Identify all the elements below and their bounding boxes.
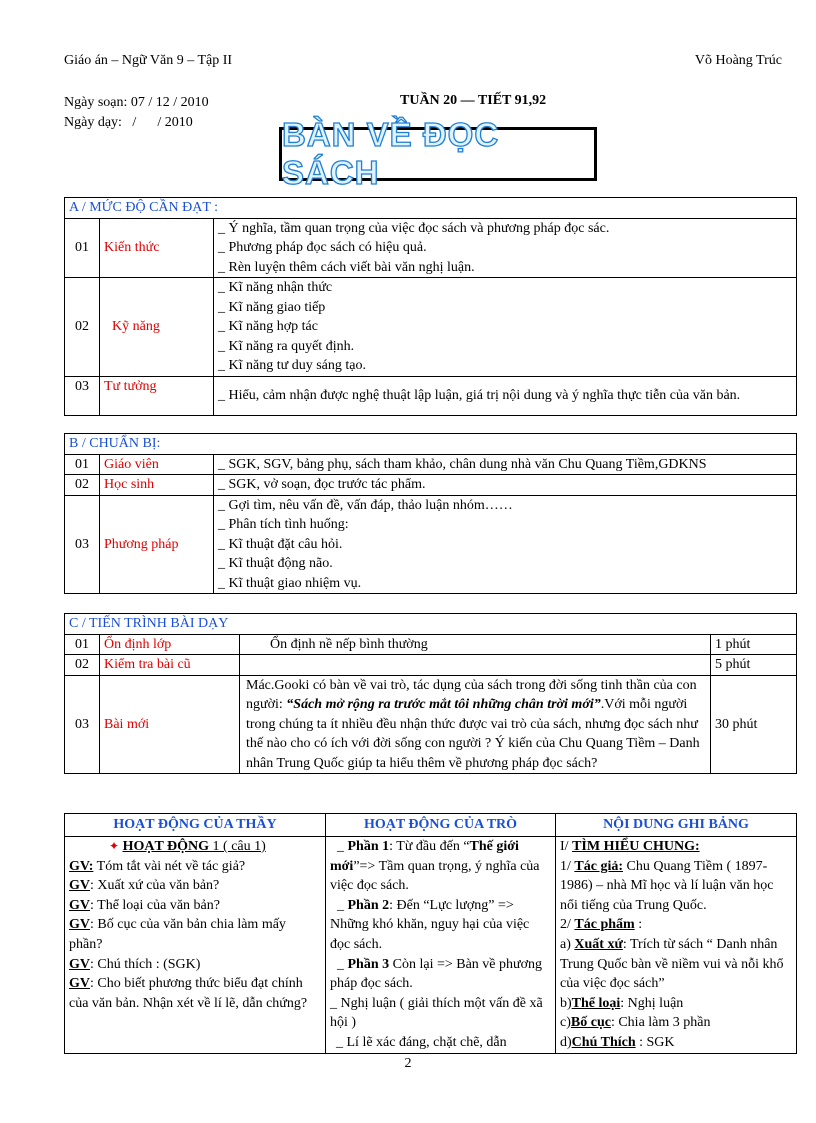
row-content: Mác.Gooki có bàn về vai trò, tác dụng của sách trong đời sống tinh thần của con người: “Sách mở rộng ra trước mắt tôi những chân trời mới”.Với mỗi người trong chúng ta ít nhiều đều nhận thức được vai trò của sách, nhưng đọc sách như thế nào cho có ích với đời sống con người ? Ý kiến của Chu Quang Tiềm – Danh nhân Trung Quốc giúp ta hiểu thêm về phương pháp đọc sách?: [240, 675, 711, 774]
dates: [64, 93, 209, 133]
row-label: Bài mới: [100, 675, 240, 774]
col-student-heading: HOẠT ĐỘNG CỦA TRÒ: [326, 814, 556, 837]
row-num: 01: [65, 454, 100, 475]
activities-table: [64, 813, 797, 1054]
page-title: BÀN VỀ ĐỌC SÁCH: [282, 116, 500, 191]
section-b-heading: B / CHUẨN BỊ:: [65, 434, 797, 455]
row-num: 01: [65, 634, 100, 655]
week-label: TUẦN 20 — TIẾT 91,92: [400, 93, 547, 108]
row-content: _ Kĩ năng nhận thức _ Kĩ năng giao tiếp _ Kĩ năng hợp tác _ Kĩ năng ra quyết định. _ Kĩ năng tư duy sáng tạo.: [214, 278, 797, 377]
header-left: Giáo án – Ngữ Văn 9 – Tập II: [64, 53, 233, 68]
row-content: _ Gợi tìm, nêu vấn đề, vấn đáp, thảo luận nhóm…… _ Phân tích tình huống: _ Kĩ thuật đặt câu hỏi. _ Kĩ thuật động não. _ Kĩ thuật giao nhiệm vụ.: [214, 495, 797, 594]
row-label: Học sinh: [100, 475, 214, 496]
teacher-activity: ✦ HOẠT ĐỘNG 1 ( câu 1) GV: Tóm tắt vài nét về tác giả? GV: Xuất xứ của văn bản? GV: Thể loại của văn bản? GV: Bố cục của văn bản chia làm mấy phần? GV: Chú thích : (SGK) GV: Cho biết phương thức biểu đạt chính của văn bản. Nhận xét về lí lẽ, dẫn chứng?: [65, 837, 326, 1054]
row-time: 1 phút: [711, 634, 797, 655]
header-author: Võ Hoàng Trúc: [694, 53, 782, 68]
row-num: 02: [65, 278, 100, 377]
row-num: 03: [65, 495, 100, 594]
row-time: 30 phút: [711, 675, 797, 774]
row-label: Kiến thức: [100, 218, 214, 278]
table-row: [65, 675, 797, 774]
row-content: _ SGK, SGV, bảng phụ, sách tham khảo, chân dung nhà văn Chu Quang Tiềm,GDKNS: [214, 454, 797, 475]
row-num: 03: [65, 675, 100, 774]
table-row: [65, 655, 797, 676]
section-a-table: [64, 197, 797, 416]
table-row: [65, 278, 797, 377]
row-label: Kỹ năng: [100, 278, 214, 377]
row-num: 03: [65, 376, 100, 415]
table-row: [65, 475, 797, 496]
section-c-heading: C / TIẾN TRÌNH BÀI DẠY: [65, 614, 797, 635]
section-a-heading: A / MỨC ĐỘ CẦN ĐẠT :: [65, 198, 797, 219]
board-content: I/ TÌM HIỂU CHUNG: 1/ Tác giả: Chu Quang Tiềm ( 1897-1986) – nhà Mĩ học và lí luận văn học nổi tiếng của Trung Quốc. 2/ Tác phẩm : a) Xuất xứ: Trích từ sách “ Danh nhân Trung Quốc bàn về niềm vui và nỗi khổ của việc đọc sách” b)Thể loại: Nghị luận c)Bố cục: Chia làm 3 phần d)Chú Thích : SGK: [556, 837, 797, 1054]
row-content: Ổn định nề nếp bình thường: [240, 634, 711, 655]
row-num: 02: [65, 655, 100, 676]
page-number: 2: [404, 1056, 412, 1071]
student-activity: _ Phần 1: Từ đầu đến “Thế giới mới”=> Tầm quan trọng, ý nghĩa của việc đọc sách. _ Phần 2: Đến “Lực lượng” => Những khó khăn, nguy hại của việc đọc sách. _ Phần 3 Còn lại => Bàn về phương pháp đọc sách. _ Nghị luận ( giải thích một vấn đề xã hội ) _ Lí lẽ xác đáng, chặt chẽ, dẫn: [326, 837, 556, 1054]
row-content: _ Ý nghĩa, tầm quan trọng của việc đọc sách và phương pháp đọc sác. _ Phương pháp đọc sách có hiệu quả. _ Rèn luyện thêm cách viết bài văn nghị luận.: [214, 218, 797, 278]
ngay-soan: Ngày soạn: 07 / 12 / 2010: [64, 95, 209, 110]
row-label: Phương pháp: [100, 495, 214, 594]
col-teacher-heading: HOẠT ĐỘNG CỦA THẦY: [65, 814, 326, 837]
row-label: Giáo viên: [100, 454, 214, 475]
table-row: [65, 376, 797, 415]
row-num: 02: [65, 475, 100, 496]
row-content: _ Hiểu, cảm nhận được nghệ thuật lập luận, giá trị nội dung và ý nghĩa thực tiễn của văn bản.: [214, 376, 797, 415]
table-row: [65, 218, 797, 278]
row-num: 01: [65, 218, 100, 278]
section-b-table: [64, 433, 797, 594]
row-label: Kiểm tra bài cũ: [100, 655, 240, 676]
row-content: _ SGK, vở soạn, đọc trước tác phẩm.: [214, 475, 797, 496]
table-row: [65, 495, 797, 594]
table-row: [65, 454, 797, 475]
table-row: [65, 634, 797, 655]
row-content: [240, 655, 711, 676]
row-label: Tư tưởng: [100, 376, 214, 415]
ngay-day: Ngày dạy: / / 2010: [64, 115, 193, 130]
row-time: 5 phút: [711, 655, 797, 676]
col-board-heading: NỘI DUNG GHI BẢNG: [556, 814, 797, 837]
star-icon: ✦: [109, 839, 120, 853]
section-c-table: [64, 613, 797, 774]
row-label: Ổn định lớp: [100, 634, 240, 655]
title-box: [279, 116, 597, 191]
